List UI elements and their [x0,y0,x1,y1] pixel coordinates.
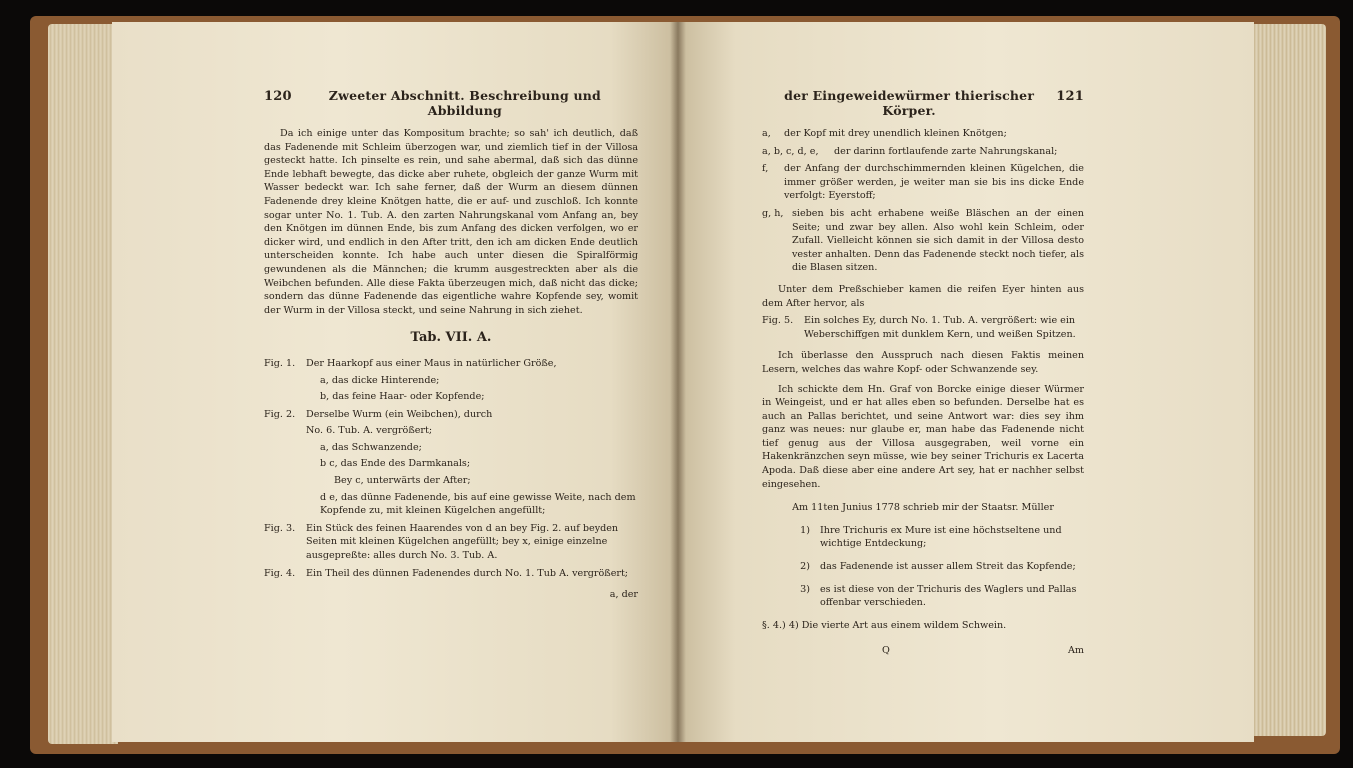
figure-label: Fig. 4. [264,567,296,579]
intro-paragraph: Da ich einige unter das Kompositum brachte; so sah' ich deutlich, daß das Fadenende mit Schleim überzogen war, und ziemlich tief in der Villosa gesteckt hatte. Ich pinselte es rein, und sahe abermal, daß sich das dünne Ende lebhaft bewegte, das dicke aber ruhete, obgleich der ganze Wurm mit Wasser bedeckt war. Ich sahe ferner, daß der Wurm an diesem dünnen Fadenende drey kleine Knötgen hatte, die er auf- und zuschloß. Ich konnte sogar unter No. 1. Tub. A. den zarten Nahrungskanal vom Anfang an, bey den Knötgen im dünnen Ende, bis zum Anfang des dicken verfolgen, wo er dicker wird, und endlich in den After tritt, den ich am dicken Ende deutlich unterscheiden konnte. Ich habe auch unter diesen die Spiralförmig gewundenen als die Männchen; die krumm ausgestreckten aber als die Weibchen befunden. Alle diese Fakta überzeugen mich, daß nicht das dicke; sondern das dünne Fadenende das eigentliche wahre Kopfende sey, womit der Wurm in der Villosa steckt, und seine Nahrung in sich ziehet. [264,128,638,316]
page-edges-left [48,24,118,744]
right-catchword: Am [1067,645,1084,657]
left-page-number: 120 [264,89,292,104]
legend-text: der Anfang der durchschimmernden kleinen Kügelchen, die immer größer werden, je weiter man sie bis ins dicke Ende verfolgt: Eyerstoff; [784,163,1084,202]
left-page [112,22,678,742]
numbered-text: das Fadenende ist ausser allem Streit das Kopfende; [820,561,1076,573]
numbered-item [762,524,1084,551]
figure-label: Fig. 5. [762,315,794,327]
figure-text: Ein Stück des feinen Haarendes von d an bey Fig. 2. auf beyden Seiten mit kleinen Kügelchen angefüllt; bey x, einige einzelne ausgepreßte: alles durch No. 3. Tub. A. [306,522,619,562]
figure-text: Ein solches Ey, durch No. 1. Tub. A. vergrößert: wie ein Weberschiffgen mit dunklem Kern, und weißen Spitzen. [804,315,1076,340]
page-edges-right [1248,24,1326,736]
numbered-key: 2) [800,561,810,573]
borcke-paragraph: Ich schickte dem Hn. Graf von Borcke einige dieser Würmer in Weingeist, und er hat alles eben so befunden. Derselbe hat es auch an Pallas berichtet, und seine Antwort war: dies sey ihm ganz was neues: nur glaube er, man habe das Fadenende nicht tief genug aus der Villosa ausgegraben, weil vorne ein Hakenkränzchen seyn müsse, wie bey seiner Trichuris ex Lacerta Apoda. Daß diese aber eine andere Art sey, hat er nachher selbst eingesehen. [762,383,1084,490]
plate-heading: Tab. VII. A. [410,330,492,346]
legend-item [762,145,1084,159]
figure-label: Fig. 3. [264,522,296,534]
right-page-number: 121 [1056,89,1084,104]
numbered-item [762,560,1084,574]
figure-text: Ein Theil des dünnen Fadenendes durch No. 1. Tub A. vergrößert; [306,567,629,579]
fig2-line-4: Bey c, unterwärts der After; [334,475,471,487]
right-running-title: der Eingeweidewürmer thierischer Körper. [784,88,1035,118]
fig2-line-1: No. 6. Tub. A. vergrößert; [306,425,433,437]
numbered-item [762,583,1084,610]
figure-caption-5 [762,314,1084,341]
legend-item [762,127,1084,141]
left-running-title: Zweeter Abschnitt. Beschreibung und Abbildung [328,88,601,118]
figure-label: Fig. 1. [264,357,296,369]
figure-caption-3 [264,522,638,563]
press-paragraph: Unter dem Preßschieber kamen die reifen Eyer hinten aus dem After hervor, als [762,283,1084,309]
fig1-item-a: a, das dicke Hinterende; [320,374,440,386]
numbered-key: 3) [800,583,810,595]
figure-caption-1 [264,357,638,371]
legend-item [762,207,1084,275]
figure-label: Fig. 2. [264,408,296,420]
figure-text: Derselbe Wurm (ein Weibchen), durch [306,408,493,420]
legend-text: sieben bis acht erhabene weiße Bläschen an der einen Seite; und zwar bey allen. Also wohl kein Schleim, oder Zufall. Vielleicht können sie sich damit in der Villosa desto vester anhalten. Denn das Fadenende steckt noch tiefer, als die Blasen sitzen. [792,207,1084,274]
numbered-key: 1) [800,524,810,536]
signature-mark: Q [882,645,890,657]
fig2-line-3: b c, das Ende des Darmkanals; [320,458,471,470]
figure-text: Der Haarkopf aus einer Maus in natürlicher Größe, [306,357,557,369]
legend-key: a, b, c, d, e, [762,145,819,157]
left-header [264,88,638,118]
verdict-paragraph: Ich überlasse den Ausspruch nach diesen Faktis meinen Lesern, welches das wahre Kopf- oder Schwanzende sey. [762,350,1084,375]
legend-text: der Kopf mit drey unendlich kleinen Knötgen; [784,128,1007,139]
section-line: §. 4.) 4) Die vierte Art aus einem wildem Schwein. [762,619,1007,631]
numbered-text: es ist diese von der Trichuris des Waglers und Pallas offenbar verschieden. [820,583,1077,609]
figure-caption-4 [264,567,638,581]
fig2-line-2: a, das Schwanzende; [320,441,422,453]
legend-key: f, [762,163,769,175]
right-page [678,22,1254,742]
legend-item [762,162,1084,203]
fig2-line-5: d e, das dünne Fadenende, bis auf eine gewisse Weite, nach dem Kopfende zu, mit kleinen Kügelchen angefüllt; [320,491,636,517]
date-line: Am 11ten Junius 1778 schrieb mir der Staatsr. Müller [792,502,1054,514]
right-header [762,88,1084,118]
figure-caption-2 [264,408,638,422]
legend-text: der darinn fortlaufende zarte Nahrungskanal; [834,145,1058,157]
legend-key: a, [762,128,771,139]
book-gutter [670,22,686,742]
legend-key: g, h, [762,207,784,219]
right-footer [762,644,1084,658]
numbered-text: Ihre Trichuris ex Mure ist eine höchstseltene und wichtige Entdeckung; [820,524,1062,550]
fig1-item-b: b, das feine Haar- oder Kopfende; [320,391,485,403]
left-catchword: a, der [609,589,638,601]
